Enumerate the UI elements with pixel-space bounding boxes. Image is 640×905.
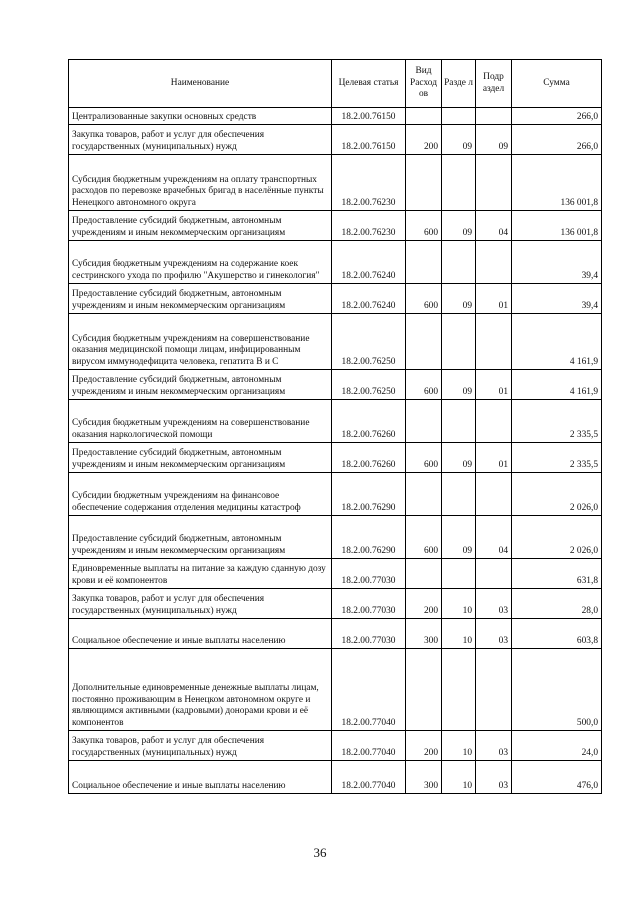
row-section: [442, 314, 476, 370]
row-sum: 631,8: [512, 559, 602, 589]
row-expense-type: [406, 559, 442, 589]
row-subsection: [476, 241, 512, 284]
row-section: [442, 155, 476, 211]
row-expense-type: 600: [406, 211, 442, 241]
page-number: 36: [313, 845, 327, 860]
row-name: Субсидия бюджетным учреждениям на совершенствование оказания медицинской помощи лицам, инфицированным вирусом иммунодефицита человека, гепатита В и С: [69, 314, 332, 370]
row-sum: 2 335,5: [512, 443, 602, 473]
header-expense-type: Вид Расход ов: [406, 60, 442, 108]
row-section: 09: [442, 443, 476, 473]
row-expense-type: 600: [406, 370, 442, 400]
row-expense-type: 300: [406, 761, 442, 794]
row-subsection: 03: [476, 589, 512, 619]
row-expense-type: 600: [406, 443, 442, 473]
row-name: Дополнительные единовременные денежные выплаты лицам, постоянно проживающим в Ненецком автономном округе и являющимся активными (кадровыми) донорами крови и её компонентов: [69, 649, 332, 731]
row-name: Социальное обеспечение и иные выплаты населению: [69, 761, 332, 794]
row-expense-type: [406, 155, 442, 211]
row-section: 09: [442, 211, 476, 241]
row-expense-type: 200: [406, 125, 442, 155]
row-subsection: [476, 108, 512, 125]
row-name: Предоставление субсидий бюджетным, автономным учреждениям и иным некоммерческим организациям: [69, 370, 332, 400]
row-subsection: 01: [476, 370, 512, 400]
table-row: [69, 125, 602, 155]
header-row: [69, 60, 602, 108]
row-expense-type: [406, 314, 442, 370]
row-subsection: 01: [476, 443, 512, 473]
table-row: [69, 241, 602, 284]
row-target-article: 18.2.00.76250: [332, 314, 406, 370]
row-section: 10: [442, 589, 476, 619]
row-target-article: 18.2.00.76260: [332, 443, 406, 473]
row-name: Закупка товаров, работ и услуг для обеспечения государственных (муниципальных) нужд: [69, 125, 332, 155]
row-sum: 136 001,8: [512, 155, 602, 211]
row-subsection: [476, 400, 512, 443]
row-sum: 2 026,0: [512, 473, 602, 516]
row-subsection: [476, 155, 512, 211]
row-subsection: [476, 559, 512, 589]
row-target-article: 18.2.00.76230: [332, 155, 406, 211]
table-row: [69, 761, 602, 794]
row-expense-type: 200: [406, 589, 442, 619]
row-name: Социальное обеспечение и иные выплаты населению: [69, 619, 332, 649]
table-row: [69, 559, 602, 589]
row-sum: 266,0: [512, 108, 602, 125]
row-target-article: 18.2.00.76230: [332, 211, 406, 241]
table-body: [69, 108, 602, 794]
row-sum: 4 161,9: [512, 314, 602, 370]
row-target-article: 18.2.00.76150: [332, 125, 406, 155]
table-row: [69, 473, 602, 516]
row-sum: 39,4: [512, 284, 602, 314]
row-expense-type: [406, 108, 442, 125]
row-expense-type: 200: [406, 731, 442, 761]
row-subsection: [476, 649, 512, 731]
header-subsection: Подр аздел: [476, 60, 512, 108]
row-section: 09: [442, 516, 476, 559]
row-sum: 4 161,9: [512, 370, 602, 400]
row-sum: 266,0: [512, 125, 602, 155]
row-target-article: 18.2.00.76260: [332, 400, 406, 443]
header-section: Разде л: [442, 60, 476, 108]
row-section: [442, 559, 476, 589]
row-section: 10: [442, 761, 476, 794]
row-section: 09: [442, 284, 476, 314]
row-target-article: 18.2.00.77040: [332, 649, 406, 731]
row-name: Субсидия бюджетным учреждениям на оплату транспортных расходов по перевозке врачебных бригад в населённые пункты Ненецкого автономного округа: [69, 155, 332, 211]
row-name: Субсидии бюджетным учреждениям на финансовое обеспечение содержания отделения медицины катастроф: [69, 473, 332, 516]
table-row: [69, 589, 602, 619]
row-sum: 500,0: [512, 649, 602, 731]
table-row: [69, 370, 602, 400]
row-sum: 603,8: [512, 619, 602, 649]
row-expense-type: [406, 400, 442, 443]
row-sum: 136 001,8: [512, 211, 602, 241]
row-target-article: 18.2.00.76240: [332, 241, 406, 284]
row-name: Предоставление субсидий бюджетным, автономным учреждениям и иным некоммерческим организациям: [69, 516, 332, 559]
row-name: Закупка товаров, работ и услуг для обеспечения государственных (муниципальных) нужд: [69, 589, 332, 619]
row-subsection: [476, 314, 512, 370]
row-sum: 2 335,5: [512, 400, 602, 443]
row-section: [442, 473, 476, 516]
row-section: 09: [442, 125, 476, 155]
row-name: Субсидия бюджетным учреждениям на совершенствование оказания наркологической помощи: [69, 400, 332, 443]
header-sum: Сумма: [512, 60, 602, 108]
row-subsection: 03: [476, 619, 512, 649]
row-subsection: 03: [476, 761, 512, 794]
row-section: 10: [442, 731, 476, 761]
row-target-article: 18.2.00.76240: [332, 284, 406, 314]
row-name: Предоставление субсидий бюджетным, автономным учреждениям и иным некоммерческим организациям: [69, 211, 332, 241]
row-target-article: 18.2.00.77040: [332, 761, 406, 794]
row-sum: 476,0: [512, 761, 602, 794]
row-section: [442, 108, 476, 125]
row-sum: 28,0: [512, 589, 602, 619]
row-expense-type: 600: [406, 284, 442, 314]
table-row: [69, 211, 602, 241]
row-section: [442, 649, 476, 731]
row-name: Единовременные выплаты на питание за каждую сданную дозу крови и её компонентов: [69, 559, 332, 589]
header-target-article: Целевая статья: [332, 60, 406, 108]
table-row: [69, 155, 602, 211]
table-row: [69, 516, 602, 559]
row-expense-type: 600: [406, 516, 442, 559]
row-name: Закупка товаров, работ и услуг для обеспечения государственных (муниципальных) нужд: [69, 731, 332, 761]
row-section: [442, 241, 476, 284]
row-expense-type: [406, 473, 442, 516]
row-expense-type: 300: [406, 619, 442, 649]
table-row: [69, 443, 602, 473]
table-row: [69, 619, 602, 649]
table-row: [69, 108, 602, 125]
row-target-article: 18.2.00.77040: [332, 731, 406, 761]
row-subsection: 04: [476, 211, 512, 241]
row-target-article: 18.2.00.76290: [332, 473, 406, 516]
row-expense-type: [406, 649, 442, 731]
row-target-article: 18.2.00.77030: [332, 589, 406, 619]
row-expense-type: [406, 241, 442, 284]
row-section: 10: [442, 619, 476, 649]
row-name: Предоставление субсидий бюджетным, автономным учреждениям и иным некоммерческим организациям: [69, 443, 332, 473]
row-section: 09: [442, 370, 476, 400]
row-subsection: 01: [476, 284, 512, 314]
row-name: Централизованные закупки основных средств: [69, 108, 332, 125]
row-target-article: 18.2.00.76290: [332, 516, 406, 559]
row-name: Предоставление субсидий бюджетным, автономным учреждениям и иным некоммерческим организациям: [69, 284, 332, 314]
header-name: Наименование: [69, 60, 332, 108]
row-target-article: 18.2.00.76150: [332, 108, 406, 125]
table-row: [69, 400, 602, 443]
row-section: [442, 400, 476, 443]
row-sum: 2 026,0: [512, 516, 602, 559]
row-sum: 24,0: [512, 731, 602, 761]
row-subsection: 03: [476, 731, 512, 761]
row-subsection: 04: [476, 516, 512, 559]
table-row: [69, 731, 602, 761]
row-target-article: 18.2.00.77030: [332, 619, 406, 649]
row-target-article: 18.2.00.76250: [332, 370, 406, 400]
row-name: Субсидия бюджетным учреждениям на содержание коек сестринского ухода по профилю "Акушерство и гинекология": [69, 241, 332, 284]
row-sum: 39,4: [512, 241, 602, 284]
table-row: [69, 649, 602, 731]
table-row: [69, 284, 602, 314]
table-row: [69, 314, 602, 370]
row-subsection: [476, 473, 512, 516]
row-target-article: 18.2.00.77030: [332, 559, 406, 589]
budget-table: [68, 59, 602, 794]
row-subsection: 09: [476, 125, 512, 155]
